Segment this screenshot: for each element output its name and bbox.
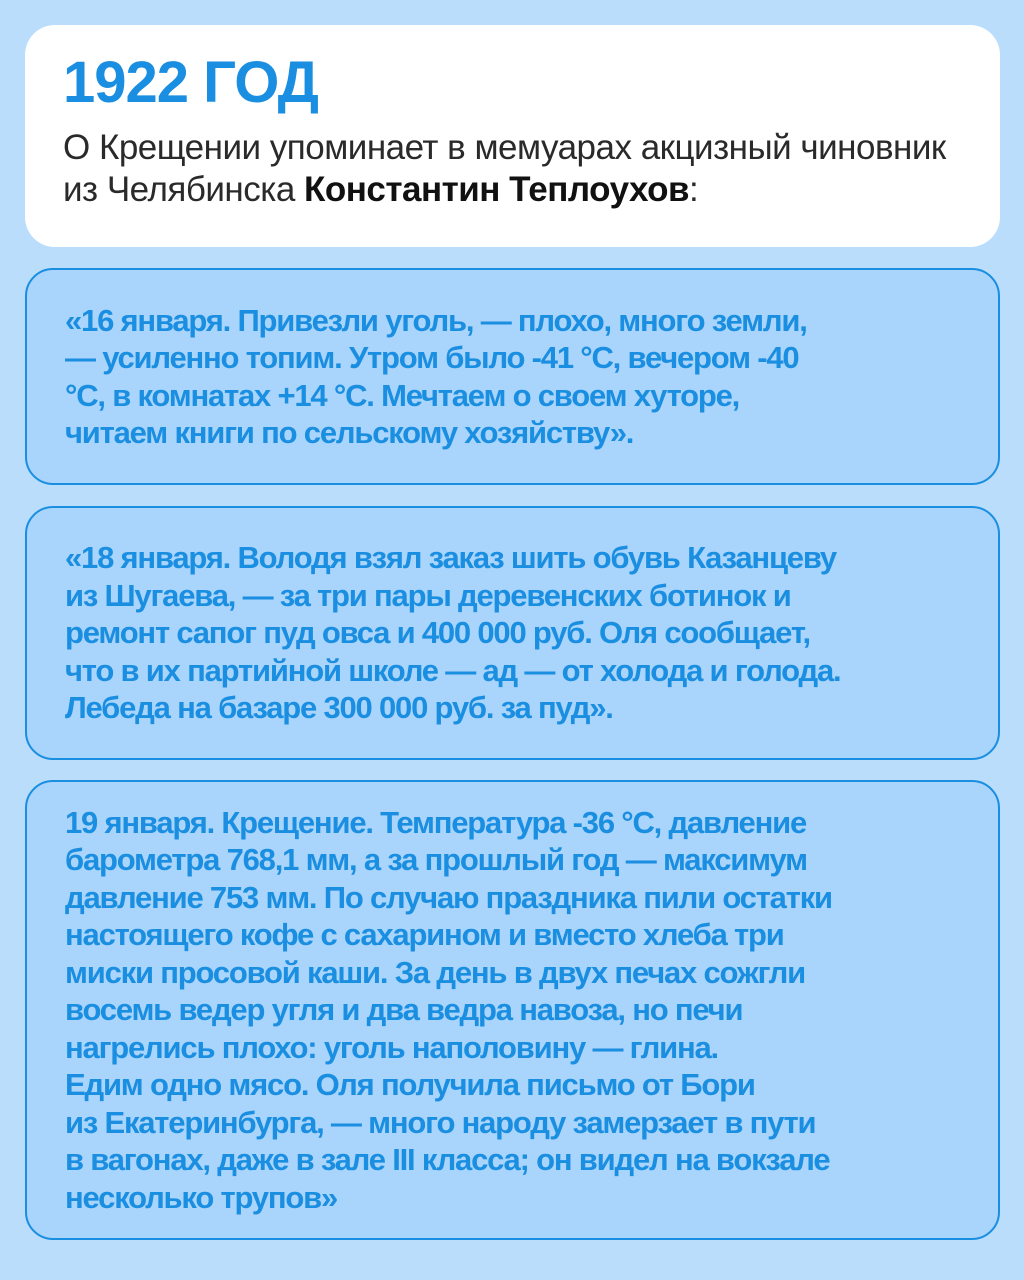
intro-text [63,127,962,211]
author-name: Константин Теплоухов [304,170,689,209]
page-title: 1922 ГОД [63,50,318,115]
quote-card-jan-19 [25,780,1000,1240]
quote-text: «18 января. Володя взял заказ шить обувь Казанцеву из Шугаева, — за три пары деревенских ботинок и ремонт сапог пуд овса и 400 000 руб. Оля сообщает, что в их партийной школе — ад — от холода и голода. Лебеда на базаре 300 000 руб. за пуд». [65,540,841,726]
quote-text: 19 января. Крещение. Температура -36 °С, давление барометра 768,1 мм, а за прошлый год — максимум давление 753 мм. По случаю праздника пили остатки настоящего кофе с сахарином и вместо хлеба три миски просовой каши. За день в двух печах сожгли восемь ведер угля и два ведра навоза, но печи нагрелись плохо: уголь наполовину — глина. Едим одно мясо. Оля получила письмо от Бори из Екатеринбурга, — много народу замерзает в пути в вагонах, даже в зале III класса; он видел на вокзале несколько трупов» [65,804,832,1215]
intro-lead: О Крещении упоминает в мемуарах акцизный чиновник из Челябинска [63,128,946,209]
header-card [25,25,1000,247]
quote-card-jan-18 [25,506,1000,760]
quote-card-jan-16 [25,268,1000,485]
quote-text: «16 января. Привезли уголь, — плохо, много земли, — усиленно топим. Утром было -41 °С, вечером -40 °С, в комнатах +14 °С. Мечтаем о своем хуторе, читаем книги по сельскому хозяйству». [65,302,807,450]
intro-suffix: : [688,170,699,209]
